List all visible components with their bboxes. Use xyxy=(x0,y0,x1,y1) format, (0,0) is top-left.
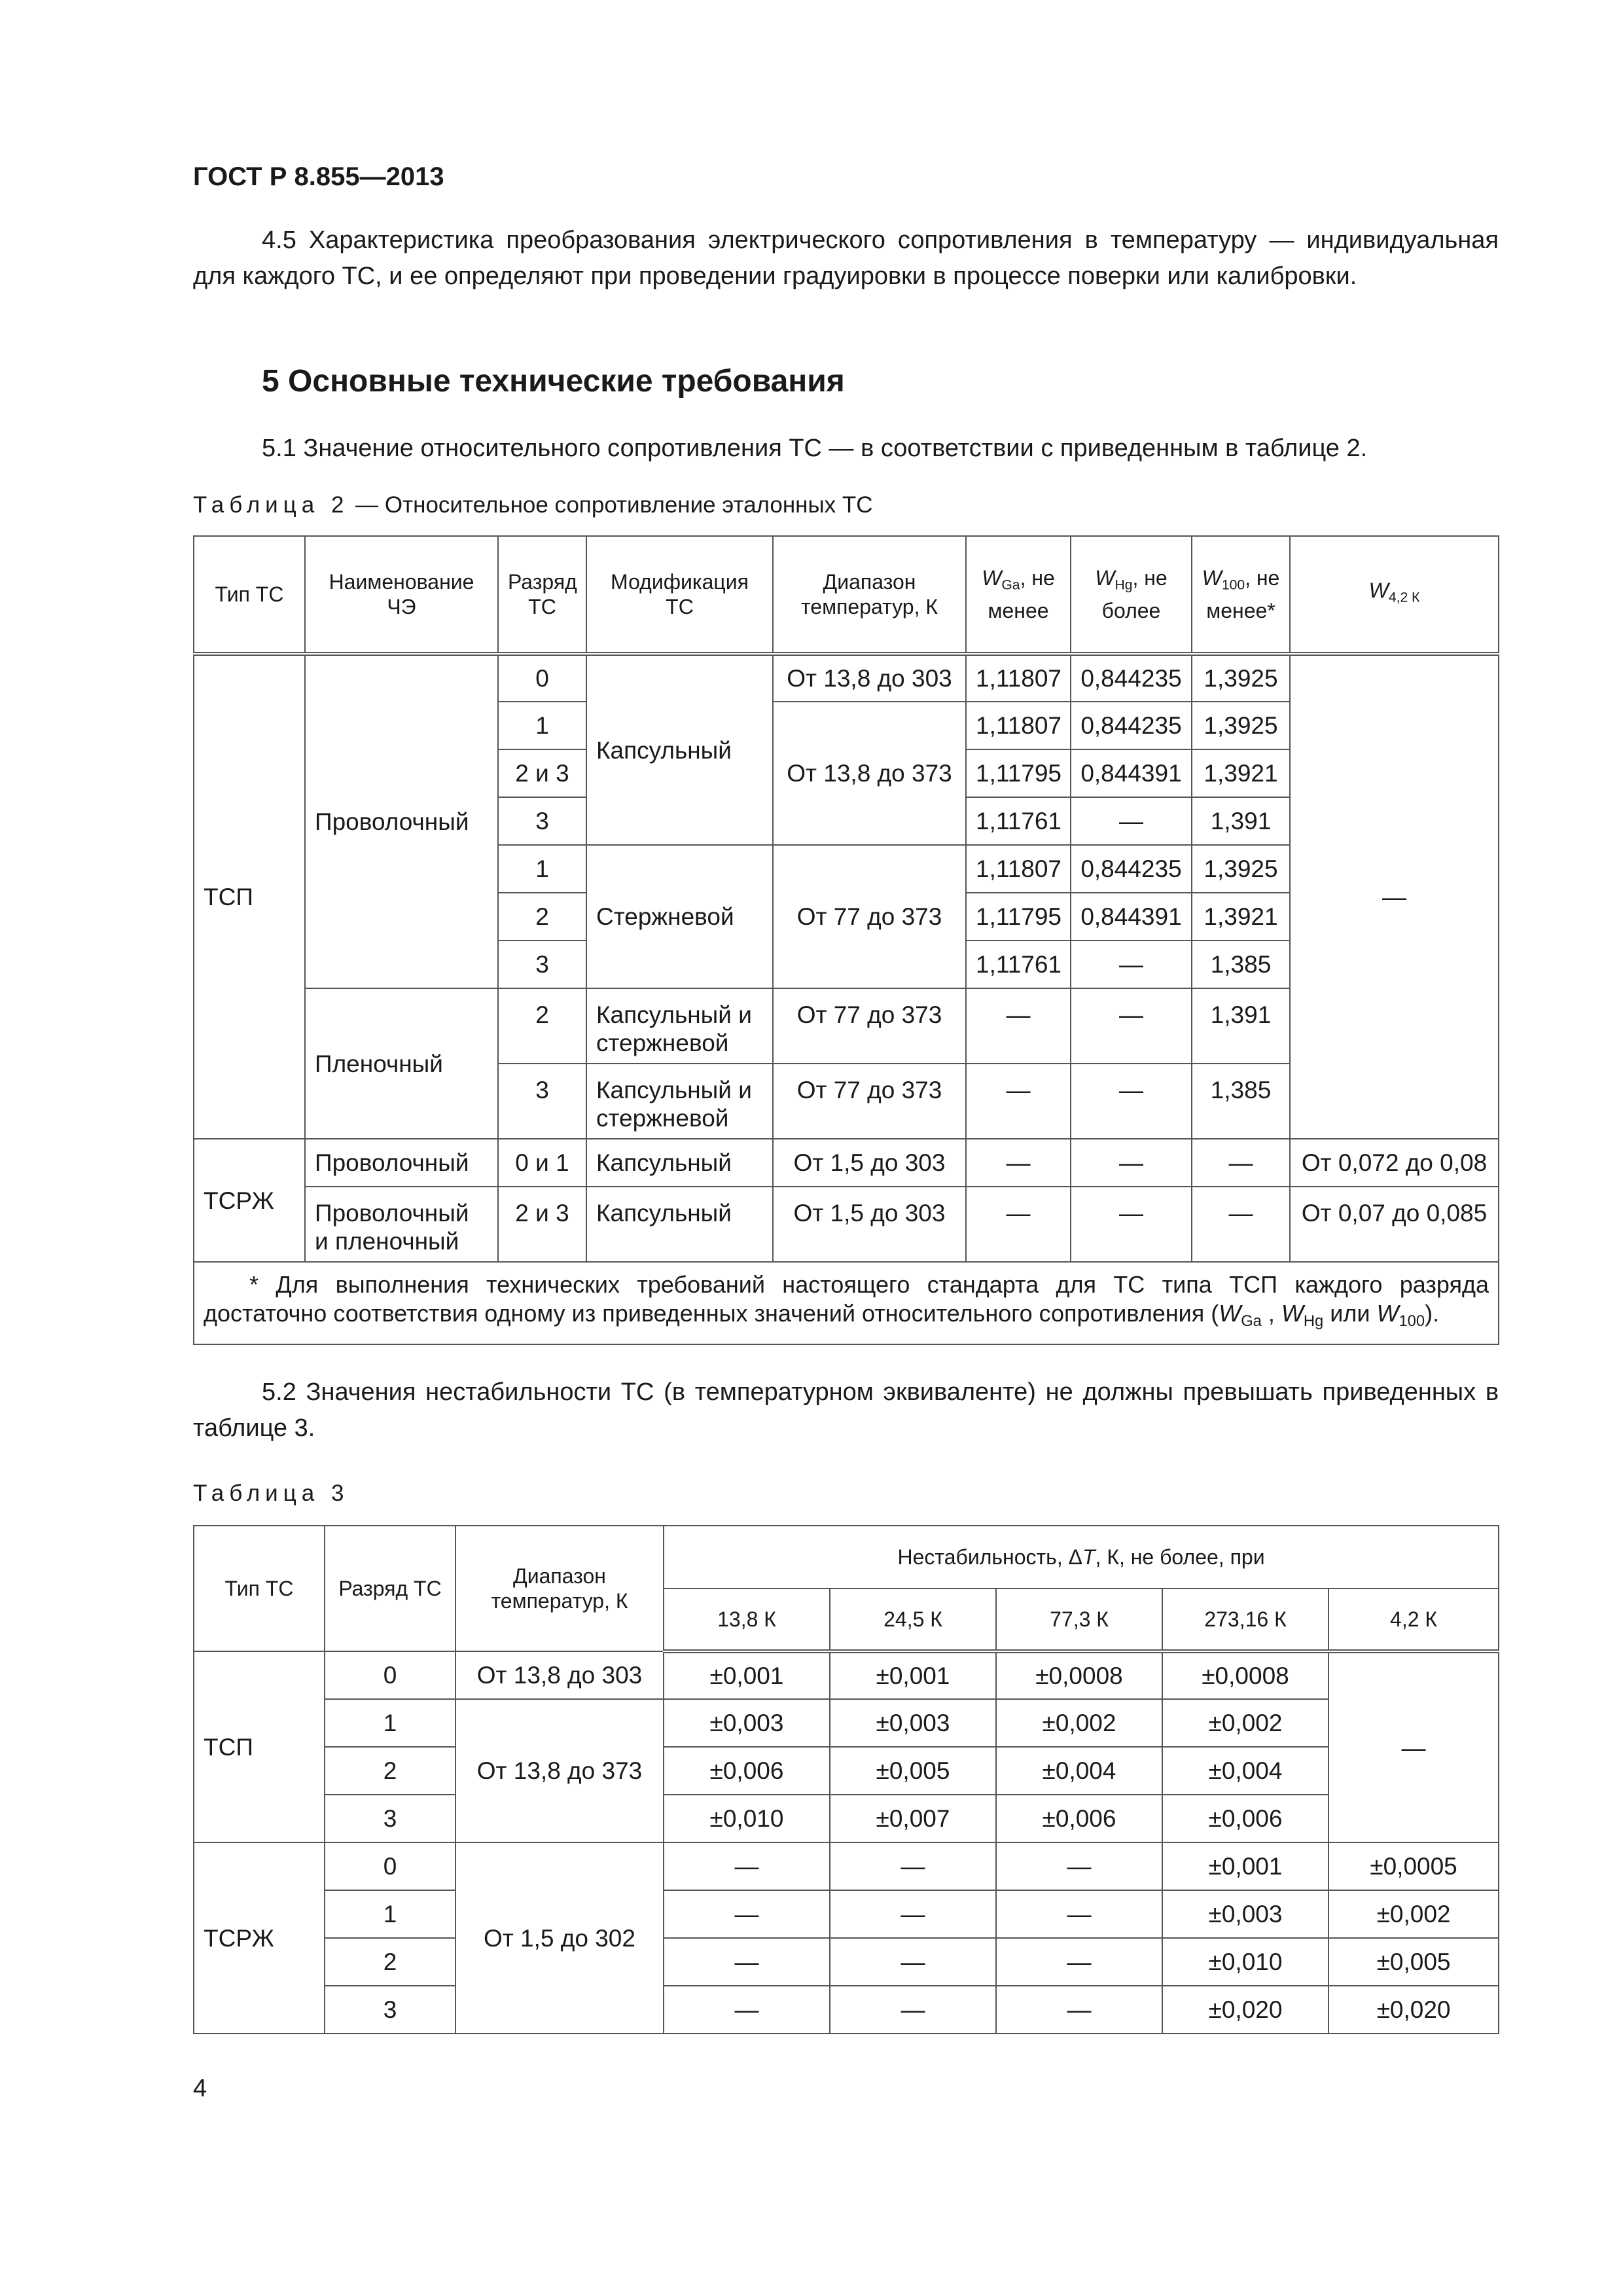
t2-whg: — xyxy=(1071,988,1192,1064)
t3-value: — xyxy=(830,1890,996,1938)
table-2-caption-rest: — Относительное сопротивление эталонных ТС xyxy=(349,492,873,518)
t3-value: — xyxy=(664,1842,830,1890)
t2-type-tsp: ТСП xyxy=(194,654,305,1139)
t2-whg: — xyxy=(1071,1064,1192,1139)
t3-value: ±0,0008 xyxy=(1162,1651,1329,1699)
t2-range: От 13,8 до 373 xyxy=(773,702,966,845)
t3-grade: 2 xyxy=(325,1747,455,1795)
t3-value: — xyxy=(830,1986,996,2034)
t3-value: — xyxy=(664,1938,830,1986)
t3-header-instab-a: Нестабильность, xyxy=(897,1545,1069,1569)
t3-header-t4: 273,16 К xyxy=(1162,1588,1329,1651)
t3-value: ±0,006 xyxy=(664,1747,830,1795)
paragraph-4-5 xyxy=(193,223,1499,295)
paragraph-5-1-text: 5.1 Значение относительного сопротивления ТС — в соответствии с приведенным в таблице 2. xyxy=(262,435,1368,462)
t2-whg: 0,844235 xyxy=(1071,654,1192,702)
t3-value: ±0,010 xyxy=(664,1795,830,1842)
t2-w100: 1,3925 xyxy=(1192,654,1290,702)
t3-value: ±0,007 xyxy=(830,1795,996,1842)
t3-value: ±0,020 xyxy=(1329,1986,1499,2034)
t2-note-text-a: * Для выполнения технических требований настоящего стандарта для ТС типа ТСП каждого разряда достаточно соответствия одному из приведенных значений относительного сопротивления ( xyxy=(204,1271,1489,1327)
table-row xyxy=(194,1747,1499,1795)
t3-range: От 13,8 до 303 xyxy=(455,1651,664,1699)
table-3 xyxy=(193,1525,1499,2034)
t3-grade: 0 xyxy=(325,1842,455,1890)
t2-wga: 1,11761 xyxy=(966,941,1071,988)
t2-header-range: Диапазон температур, К xyxy=(773,536,966,654)
t3-value: ±0,002 xyxy=(996,1699,1162,1747)
table-row xyxy=(194,1842,1499,1890)
table-2-note-row xyxy=(194,1262,1499,1344)
t3-header-t2: 24,5 К xyxy=(830,1588,996,1651)
section-5-title: 5 Основные технические требования xyxy=(262,364,845,399)
t3-value: ±0,010 xyxy=(1162,1938,1329,1986)
t3-value: ±0,002 xyxy=(1162,1699,1329,1747)
t3-value: — xyxy=(664,1986,830,2034)
t3-value: — xyxy=(664,1890,830,1938)
t3-type-tsrzh: ТСРЖ xyxy=(194,1842,325,2034)
t2-wga: 1,11807 xyxy=(966,702,1071,749)
t2-w100: 1,3921 xyxy=(1192,893,1290,941)
t2-type-tsrzh: ТСРЖ xyxy=(194,1139,305,1262)
table-2-caption-prefix: Таблица 2 xyxy=(193,492,349,518)
t3-header-type: Тип ТС xyxy=(194,1526,325,1651)
t2-grade: 1 xyxy=(498,845,586,893)
table-row xyxy=(194,1938,1499,1986)
t3-value: — xyxy=(830,1842,996,1890)
t3-type-tsp: ТСП xyxy=(194,1651,325,1842)
t2-w100: 1,385 xyxy=(1192,1064,1290,1139)
t2-grade: 3 xyxy=(498,941,586,988)
t2-grade: 2 xyxy=(498,988,586,1064)
t3-grade: 3 xyxy=(325,1795,455,1842)
t3-value: ±0,001 xyxy=(830,1651,996,1699)
t2-header-wga-rest: , не менее xyxy=(988,566,1055,622)
t3-value: ±0,002 xyxy=(1329,1890,1499,1938)
t2-whg: — xyxy=(1071,797,1192,845)
t3-grade: 3 xyxy=(325,1986,455,2034)
t3-grade: 0 xyxy=(325,1651,455,1699)
t2-range: От 13,8 до 303 xyxy=(773,654,966,702)
t2-range: От 77 до 373 xyxy=(773,845,966,988)
t2-range: От 77 до 373 xyxy=(773,988,966,1064)
page-number: 4 xyxy=(193,2075,207,2102)
t3-header-instab-b: , К, не более, при xyxy=(1095,1545,1265,1569)
t2-name-wire: Проволочный xyxy=(305,1139,498,1187)
t2-w100: — xyxy=(1192,1187,1290,1262)
t2-grade: 2 и 3 xyxy=(498,1187,586,1262)
t3-value: — xyxy=(830,1938,996,1986)
t2-whg: 0,844391 xyxy=(1071,749,1192,797)
t2-mod-capsule: Капсульный xyxy=(586,1187,773,1262)
t3-value: ±0,0008 xyxy=(996,1651,1162,1699)
t2-wga: — xyxy=(966,988,1071,1064)
t2-w100: — xyxy=(1192,1139,1290,1187)
table-2 xyxy=(193,535,1499,1345)
t2-note-text-b: или xyxy=(1323,1300,1377,1327)
t2-w42: От 0,072 до 0,08 xyxy=(1290,1139,1499,1187)
t3-value: ±0,006 xyxy=(1162,1795,1329,1842)
t3-header-instability: Нестабильность, ΔT, К, не более, при xyxy=(664,1526,1499,1588)
t2-wga: — xyxy=(966,1187,1071,1262)
t2-w100: 1,3925 xyxy=(1192,702,1290,749)
table-3-header-row-1 xyxy=(194,1526,1499,1588)
t2-mod-caps-rod: Капсульный и стержневой xyxy=(586,1064,773,1139)
table-row xyxy=(194,1651,1499,1699)
t3-grade: 2 xyxy=(325,1938,455,1986)
t3-value: ±0,001 xyxy=(664,1651,830,1699)
t3-value: ±0,006 xyxy=(996,1795,1162,1842)
table-row xyxy=(194,1795,1499,1842)
t2-range: От 1,5 до 303 xyxy=(773,1139,966,1187)
t2-name-film: Пленочный xyxy=(305,988,498,1139)
t2-w42-tsp: — xyxy=(1290,654,1499,1139)
t3-value: ±0,020 xyxy=(1162,1986,1329,2034)
t2-wga: 1,11807 xyxy=(966,845,1071,893)
t3-value: ±0,001 xyxy=(1162,1842,1329,1890)
t2-header-w42: $W_{4,2 К}$ xyxy=(1290,536,1499,654)
t2-w100: 1,391 xyxy=(1192,988,1290,1064)
document-header: ГОСТ Р 8.855—2013 xyxy=(193,162,444,191)
table-row xyxy=(194,1986,1499,2034)
paragraph-5-1 xyxy=(193,431,1499,467)
t3-value: — xyxy=(996,1890,1162,1938)
t3-value: — xyxy=(996,1986,1162,2034)
t2-whg: — xyxy=(1071,941,1192,988)
paragraph-4-5-text: 4.5 Характеристика преобразования электрического сопротивления в температуру — индивидуальная для каждого ТС, и ее определяют при проведении градуировки в процессе поверки или калибровки. xyxy=(193,226,1499,290)
t2-whg: — xyxy=(1071,1187,1192,1262)
t2-header-whg: $W_{Hg}$, не более xyxy=(1071,536,1192,654)
table-row xyxy=(194,1890,1499,1938)
table-2-caption xyxy=(193,492,873,518)
table-row xyxy=(194,1699,1499,1747)
t2-wga: 1,11795 xyxy=(966,893,1071,941)
t3-tsp-4k: — xyxy=(1329,1651,1499,1842)
t2-name-wire: Проволочный xyxy=(305,654,498,988)
table-3-caption: Таблица 3 xyxy=(193,1480,349,1506)
t3-header-t1: 13,8 К xyxy=(664,1588,830,1651)
t2-whg: 0,844391 xyxy=(1071,893,1192,941)
t2-grade: 3 xyxy=(498,1064,586,1139)
t2-mod-capsule: Капсульный xyxy=(586,1139,773,1187)
t2-header-grade: Разряд ТС xyxy=(498,536,586,654)
paragraph-5-2-text: 5.2 Значения нестабильности ТС (в температурном эквиваленте) не должны превышать приведенных в таблице 3. xyxy=(193,1378,1499,1442)
t3-header-t5: 4,2 К xyxy=(1329,1588,1499,1651)
t2-header-w100: $W_{100}$, не менее* xyxy=(1192,536,1290,654)
t2-header-w42-sub: 4,2 К xyxy=(1388,590,1420,605)
t3-value: — xyxy=(996,1842,1162,1890)
t3-value: — xyxy=(996,1938,1162,1986)
t3-value: ±0,005 xyxy=(1329,1938,1499,1986)
t3-header-grade: Разряд ТС xyxy=(325,1526,455,1651)
t2-grade: 0 и 1 xyxy=(498,1139,586,1187)
t2-mod-rod: Стержневой xyxy=(586,845,773,988)
t3-value: ±0,0005 xyxy=(1329,1842,1499,1890)
paragraph-5-2 xyxy=(193,1374,1499,1446)
t2-wga: — xyxy=(966,1064,1071,1139)
table-row xyxy=(194,1139,1499,1187)
t2-header-wga: $W_{Ga}$, не менее xyxy=(966,536,1071,654)
t2-header-mod: Модификация ТС xyxy=(586,536,773,654)
t3-grade: 1 xyxy=(325,1890,455,1938)
t2-grade: 0 xyxy=(498,654,586,702)
t2-name-wire-film: Проволочный и пленочный xyxy=(305,1187,498,1262)
t2-range: От 77 до 373 xyxy=(773,1064,966,1139)
t3-value: ±0,005 xyxy=(830,1747,996,1795)
table-row xyxy=(194,1187,1499,1262)
t2-w100: 1,3925 xyxy=(1192,845,1290,893)
t2-whg: 0,844235 xyxy=(1071,845,1192,893)
t3-header-t3: 77,3 К xyxy=(996,1588,1162,1651)
t2-range: От 1,5 до 303 xyxy=(773,1187,966,1262)
t3-value: ±0,003 xyxy=(1162,1890,1329,1938)
t3-header-range: Диапазон температур, К xyxy=(455,1526,664,1651)
t3-value: ±0,003 xyxy=(664,1699,830,1747)
t3-range: От 1,5 до 302 xyxy=(455,1842,664,2034)
t2-mod-caps-rod: Капсульный и стержневой xyxy=(586,988,773,1064)
t2-grade: 1 xyxy=(498,702,586,749)
t2-mod-capsule: Капсульный xyxy=(586,654,773,845)
t3-value: ±0,004 xyxy=(1162,1747,1329,1795)
t2-wga: 1,11807 xyxy=(966,654,1071,702)
t2-whg: 0,844235 xyxy=(1071,702,1192,749)
table-2-note: * Для выполнения технических требований настоящего стандарта для ТС типа ТСП каждого разряда достаточно соответствия одному из приведенных значений относительного сопротивления ($W_{Ga}$ , $W_{Hg}$ или $W_{100}$). xyxy=(194,1262,1499,1344)
t2-header-w100-rest: , не менее* xyxy=(1206,566,1280,622)
table-2-header-row xyxy=(194,536,1499,654)
t2-header-whg-rest: , не более xyxy=(1101,566,1168,622)
t2-grade: 2 xyxy=(498,893,586,941)
t2-header-name: Наименование ЧЭ xyxy=(305,536,498,654)
t3-range: От 13,8 до 373 xyxy=(455,1699,664,1842)
t2-grade: 3 xyxy=(498,797,586,845)
t2-wga: 1,11795 xyxy=(966,749,1071,797)
t2-w100: 1,391 xyxy=(1192,797,1290,845)
t3-grade: 1 xyxy=(325,1699,455,1747)
t2-whg: — xyxy=(1071,1139,1192,1187)
t2-w100: 1,3921 xyxy=(1192,749,1290,797)
t2-wga: — xyxy=(966,1139,1071,1187)
table-row xyxy=(194,654,1499,702)
t2-w42: От 0,07 до 0,085 xyxy=(1290,1187,1499,1262)
t2-grade: 2 и 3 xyxy=(498,749,586,797)
t3-value: ±0,003 xyxy=(830,1699,996,1747)
t2-w100: 1,385 xyxy=(1192,941,1290,988)
t2-header-type: Тип ТС xyxy=(194,536,305,654)
t3-value: ±0,004 xyxy=(996,1747,1162,1795)
t2-wga: 1,11761 xyxy=(966,797,1071,845)
